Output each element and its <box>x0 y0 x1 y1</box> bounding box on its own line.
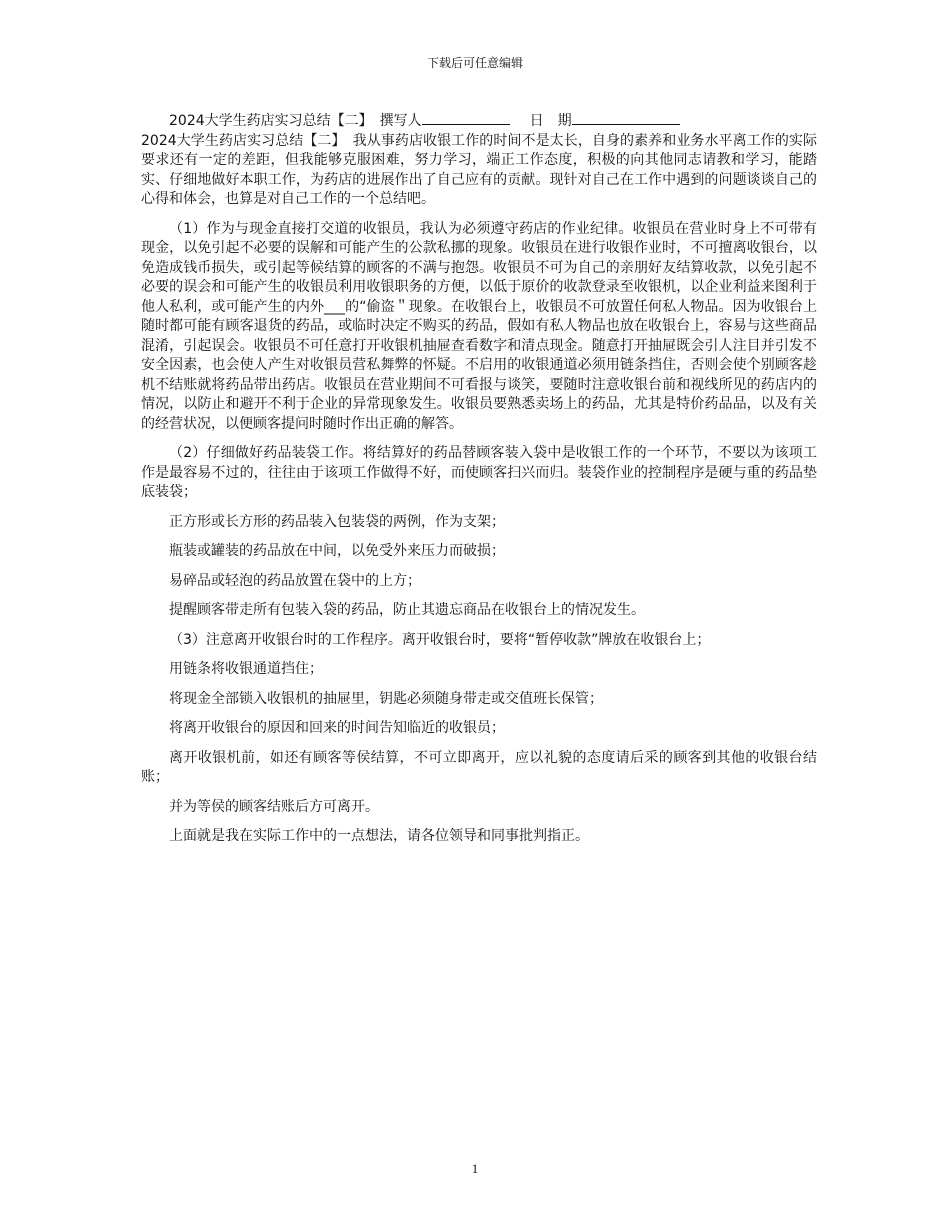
document-title: 2024大学生药店实习总结【二】 <box>169 113 366 129</box>
paragraph-1: （1）作为与现金直接打交道的收银员，我认为必须遵守药店的作业纪律。收银员在营业时身上不可带有现金，以免引起不必要的误解和可能产生的公款私挪的现象。收银员在进行收银作业时，不可擅离收银台，以免造成钱币损失，或引起等候结算的顾客的不满与抱怨。收银员不可为自己的亲朋好友结算收款，以免引起不必要的误会和可能产生的收银员利用收银职务的方便，以低于原价的收款登录至收银机，以企业利益来图利于他人私利，或可能产生的内外___的“偷盗＂现象。在收银台上，收银员不可放置任何私人物品。因为收银台上随时都可能有顾客退货的药品，或临时决定不购买的药品，假如有私人物品也放在收银台上，容易与这些商品混淆，引起误会。收银员不可任意打开收银机抽屉查看数字和清点现金。随意打开抽屉既会引人注目并引发不安全因素，也会使人产生对收银员营私舞弊的怀疑。不启用的收银通道必须用链条挡住，否则会使个别顾客趁机不结账就将药品带出药店。收银员在营业期间不可看报与谈笑，要随时注意收银台前和视线所见的药店内的情况，以防止和避开不利于企业的异常现象发生。收银员要熟悉卖场上的药品，尤其是特价药品品，以及有关的经营状况，以便顾客提问时随时作出正确的解答。 <box>141 220 817 432</box>
paragraph-11: 离开收银机前，如还有顾客等侯结算，不可立即离开，应以礼貌的态度请后采的顾客到其他的收银台结账； <box>141 749 817 785</box>
paragraph-12: 并为等侯的顾客结账后方可离开。 <box>169 798 379 815</box>
page-number: 1 <box>471 1161 479 1176</box>
date-blank <box>572 110 680 125</box>
paragraph-8: 用链条将收银通道挡住； <box>169 661 323 677</box>
paragraph-5: 易碎品或轻泡的药品放置在袋中的上方； <box>169 572 421 589</box>
author-label: 撰写人 <box>379 113 422 129</box>
paragraph-13: 上面就是我在实际工作中的一点想法，请各位领导和同事批判指正。 <box>169 828 589 844</box>
paragraph-6: 提醒顾客带走所有包装入袋的药品，防止其遗忘商品在收银台上的情况发生。 <box>169 602 645 618</box>
paragraph-4: 瓶装或罐装的药品放在中间，以免受外来压力而破损； <box>169 543 505 559</box>
document-title-line <box>141 110 817 132</box>
intro-paragraph: 2024大学生药店实习总结【二】 我从事药店收银工作的时间不是太长，自身的素养和业务水平离工作的实际要求还有一定的差距，但我能够克服困难，努力学习，端正工作态度，积极的向其他同志请教和学习，能踏实、仔细地做好本职工作，为药店的进展作出了自己应有的贡献。现针对自己在工作中遇到的问题谈谈自己的心得和体会，也算是对自己工作的一个总结吧。 <box>141 132 817 207</box>
paragraph-9: 将现金全部锁入收银机的抽屉里，钥匙必须随身带走或交值班长保管； <box>169 690 603 707</box>
paragraph-7: （3）注意离开收银台时的工作程序。离开收银台时，要将“暂停收款”牌放在收银台上； <box>169 631 711 648</box>
paragraph-2: （2）仔细做好药品装袋工作。将结算好的药品替顾客装入袋中是收银工作的一个环节，不要以为该项工作是最容易不过的，往往由于该项工作做得不好，而使顾客扫兴而归。装袋作业的控制程序是硬与重的药品垫底装袋； <box>141 445 817 500</box>
paragraph-10: 将离开收银台的原因和回来的时间告知临近的收银员； <box>169 720 505 736</box>
document-body <box>141 110 817 857</box>
date-label: 日 期 <box>529 113 572 129</box>
page-header: 下载后可任意编辑 <box>426 56 523 70</box>
paragraph-3: 正方形或长方形的药品装入包装袋的两例，作为支架； <box>169 513 505 530</box>
author-blank <box>422 110 510 125</box>
